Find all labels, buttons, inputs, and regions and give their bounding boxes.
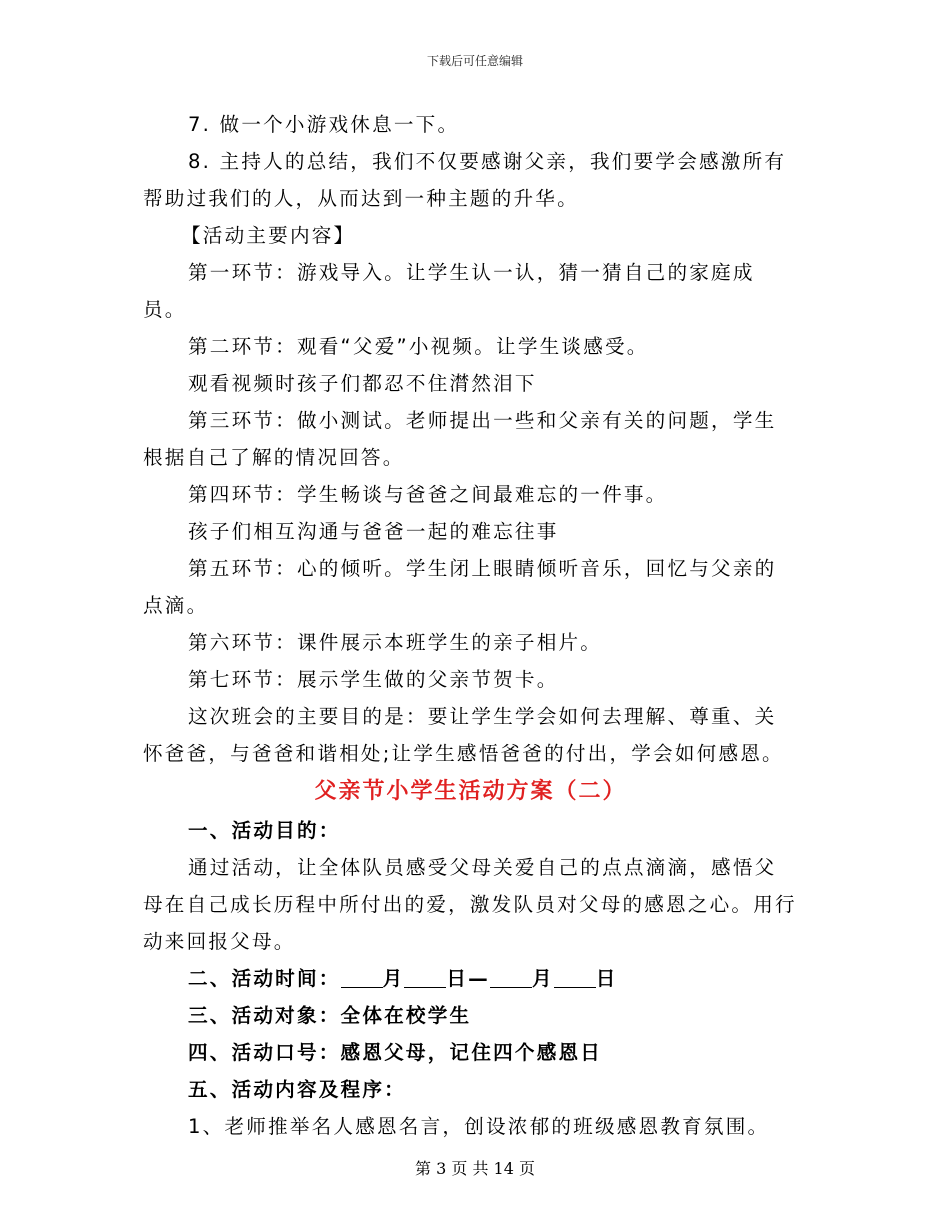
paragraph-purpose-summary: 这次班会的主要目的是：要让学生学会如何去理解、尊重、关怀爸爸，与爸爸和谐相处;让学生感悟爸爸的付出，学会如何感恩。 bbox=[143, 705, 784, 765]
document-body bbox=[143, 106, 798, 1145]
activity-time-line bbox=[143, 960, 798, 997]
month-label-2: 月 bbox=[531, 967, 554, 990]
paragraph-step-4: 第四环节：学生畅谈与爸爸之间最难忘的一件事。 bbox=[188, 483, 668, 506]
day-label-1: 日— bbox=[446, 967, 490, 990]
page-footer: 第 3 页 共 14 页 bbox=[415, 1159, 535, 1178]
paragraph-step-2: 第二环节：观看“父爱”小视频。让学生谈感受。 bbox=[188, 335, 649, 358]
activity-target: 三、活动对象：全体在校学生 bbox=[188, 1004, 472, 1027]
activity-slogan: 四、活动口号：感恩父母，记住四个感恩日 bbox=[188, 1041, 603, 1064]
paragraph-step-5: 第五环节：心的倾听。学生闭上眼睛倾听音乐，回忆与父亲的点滴。 bbox=[143, 557, 777, 617]
paragraph-purpose: 通过活动，让全体队员感受父母关爱自己的点点滴滴，感悟父母在自己成长历程中所付出的爱，激发队员对父母的感恩之心。用行动来回报父母。 bbox=[143, 856, 797, 953]
paragraph-item-8: 8. 主持人的总结，我们不仅要感谢父亲，我们要学会感激所有帮助过我们的人，从而达到一种主题的升华。 bbox=[143, 150, 787, 210]
paragraph-step-6: 第六环节：课件展示本班学生的亲子相片。 bbox=[188, 631, 603, 654]
paragraph-communication-note: 孩子们相互沟通与爸爸一起的难忘往事 bbox=[188, 520, 559, 543]
paragraph-step-3: 第三环节：做小测试。老师提出一些和父亲有关的问题，学生根据自己了解的情况回答。 bbox=[143, 409, 777, 469]
page-header: 下载后可任意编辑 bbox=[426, 54, 523, 68]
heading-purpose: 一、活动目的： bbox=[188, 819, 341, 842]
day-blank-2 bbox=[554, 967, 596, 988]
procedure-item-1: 1、老师推举名人感恩名言，创设浓郁的班级感恩教育氛围。 bbox=[188, 1115, 770, 1138]
paragraph-video-note: 观看视频时孩子们都忍不住潸然泪下 bbox=[188, 372, 537, 395]
month-label-1: 月 bbox=[382, 967, 405, 990]
day-blank-1 bbox=[404, 967, 446, 988]
month-blank-2 bbox=[490, 967, 532, 988]
section-title: 父亲节小学生活动方案（二） bbox=[314, 779, 627, 804]
heading-content-procedure: 五、活动内容及程序： bbox=[188, 1078, 406, 1101]
activity-time-label: 二、活动时间： bbox=[188, 967, 341, 990]
paragraph-item-7: 7. 做一个小游戏休息一下。 bbox=[188, 113, 460, 136]
day-label-2: 日 bbox=[595, 967, 618, 990]
paragraph-step-1: 第一环节：游戏导入。让学生认一认，猜一猜自己的家庭成员。 bbox=[143, 261, 755, 321]
month-blank-1 bbox=[341, 967, 383, 988]
section-label-main-content: 【活动主要内容】 bbox=[181, 224, 356, 247]
paragraph-step-7: 第七环节：展示学生做的父亲节贺卡。 bbox=[188, 668, 559, 691]
